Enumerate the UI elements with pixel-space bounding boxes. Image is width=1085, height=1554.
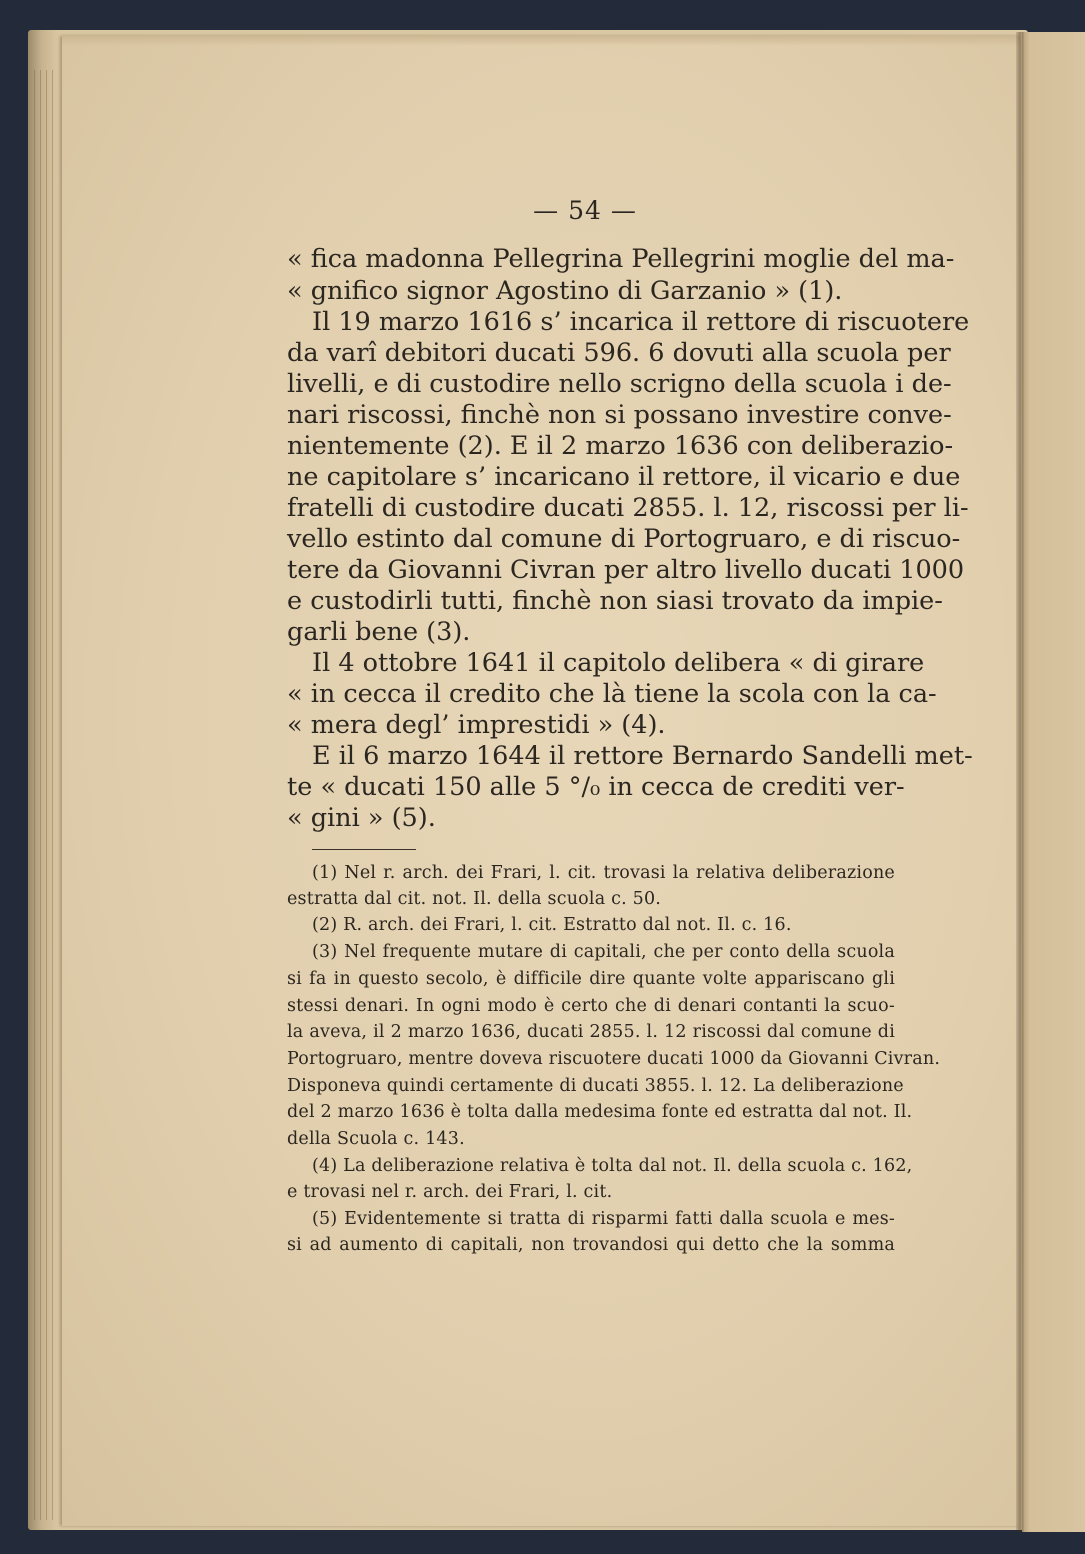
body-line: livelli, e di custodire nello scrigno della scuola i de-: [287, 369, 952, 399]
body-line: vello estinto dal comune di Portogruaro, e di riscuo-: [287, 524, 961, 554]
body-line: « gini » (5).: [287, 803, 436, 833]
body-line: nari riscossi, finchè non si possano investire conve-: [287, 400, 952, 430]
body-line: garli bene (3).: [287, 617, 471, 647]
footnote-line: la aveva, il 2 marzo 1636, ducati 2855. l. 12 riscossi dal comune di: [287, 1022, 895, 1042]
footnote-line: (2) R. arch. dei Frari, l. cit. Estratto dal not. Il. c. 16.: [312, 915, 792, 935]
footnote-line: stessi denari. In ogni modo è certo che di denari contanti la scuo-: [287, 996, 895, 1016]
gutter-shadow: [1016, 32, 1024, 1532]
footnote-line: e trovasi nel r. arch. dei Frari, l. cit.: [287, 1182, 613, 1202]
facing-page-edge: [1022, 32, 1085, 1532]
footnote-line: (1) Nel r. arch. dei Frari, l. cit. trovasi la relativa deliberazione: [312, 863, 895, 883]
footnote-line: Portogruaro, mentre doveva riscuotere ducati 1000 da Giovanni Civran.: [287, 1049, 941, 1069]
body-line: da varî debitori ducati 596. 6 dovuti alla scuola per: [287, 338, 951, 368]
body-line: ne capitolare s’ incaricano il rettore, il vicario e due: [287, 462, 961, 492]
footnote-line: (3) Nel frequente mutare di capitali, che per conto della scuola: [312, 942, 895, 962]
body-line: « fica madonna Pellegrina Pellegrini moglie del ma-: [287, 244, 955, 274]
body-line: nientemente (2). E il 2 marzo 1636 con deliberazio-: [287, 431, 954, 461]
footnote-line: (5) Evidentemente si tratta di risparmi fatti dalla scuola e mes-: [312, 1209, 895, 1229]
footnote-line: si ad aumento di capitali, non trovandosi qui detto che la somma: [287, 1235, 895, 1255]
footnote-line: si fa in questo secolo, è difficile dire quante volte appariscano gli: [287, 969, 895, 989]
footnote-line: estratta dal cit. not. Il. della scuola c. 50.: [287, 889, 662, 909]
body-line: te « ducati 150 alle 5 °/₀ in cecca de crediti ver-: [287, 772, 905, 802]
page-top-edge: [62, 36, 1020, 46]
footnote-line: del 2 marzo 1636 è tolta dalla medesima fonte ed estratta dal not. Il.: [287, 1102, 913, 1122]
body-line: E il 6 marzo 1644 il rettore Bernardo Sandelli met-: [312, 741, 973, 771]
body-line: tere da Giovanni Civran per altro livello ducati 1000: [287, 555, 965, 585]
body-line: e custodirli tutti, finchè non siasi trovato da impie-: [287, 586, 943, 616]
page-number-header: — 54 —: [533, 196, 637, 225]
footnote-line: Disponeva quindi certamente di ducati 3855. l. 12. La deliberazione: [287, 1076, 904, 1096]
footnote-rule: [312, 849, 416, 850]
footnote-line: della Scuola c. 143.: [287, 1129, 465, 1149]
body-line: fratelli di custodire ducati 2855. l. 12, riscossi per li-: [287, 493, 969, 523]
body-line: Il 19 marzo 1616 s’ incarica il rettore di riscuotere: [312, 307, 970, 337]
footnote-line: (4) La deliberazione relativa è tolta dal not. Il. della scuola c. 162,: [312, 1156, 913, 1176]
body-line: « gnifico signor Agostino di Garzanio » (1).: [287, 276, 843, 306]
body-line: « mera degl’ imprestidi » (4).: [287, 710, 666, 740]
body-line: « in cecca il credito che là tiene la scola con la ca-: [287, 679, 937, 709]
body-line: Il 4 ottobre 1641 il capitolo delibera « di girare: [312, 648, 925, 678]
